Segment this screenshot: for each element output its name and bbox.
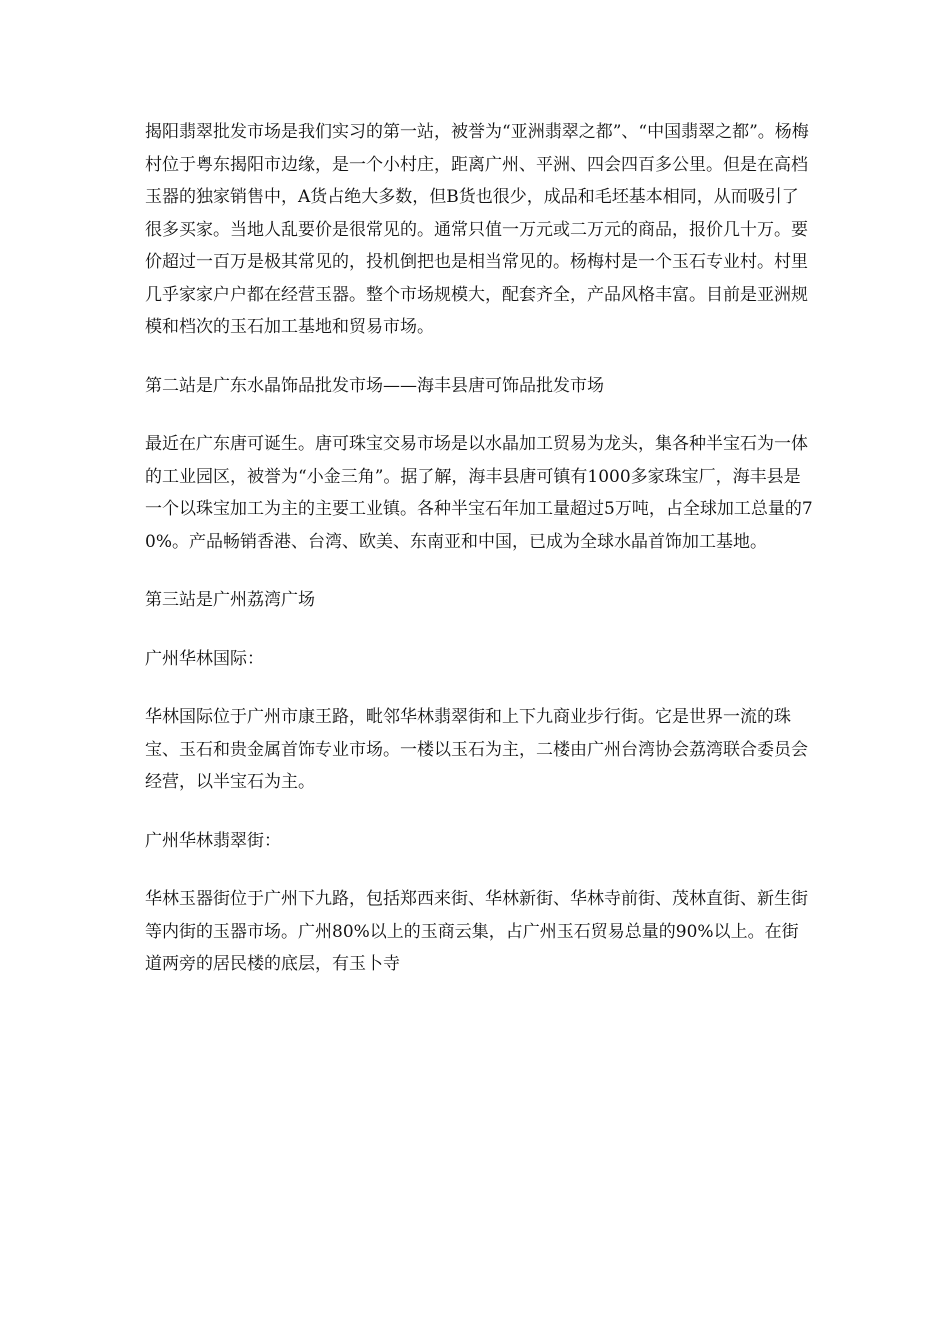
heading-second-stop: 第二站是广东水晶饰品批发市场——海丰县唐可饰品批发市场	[145, 375, 604, 396]
paragraph-tangke-market: 最近在广东唐可诞生。唐可珠宝交易市场是以水晶加工贸易为龙头，集各种半宝石为一体的工业园区，被誉为“小金三角”。据了解，海丰县唐可镇有1000多家珠宝厂，海丰县是一个以珠宝加工为主的主要工业镇。各种半宝石年加工量超过5万吨，占全球加工总量的70%。产品畅销香港、台湾、欧美、东南亚和中国，已成为全球水晶首饰加工基地。	[145, 434, 813, 552]
heading-hualin-international: 广州华林国际：	[145, 648, 264, 669]
paragraph-jieyang-market: 揭阳翡翠批发市场是我们实习的第一站，被誉为“亚洲翡翠之都”、“中国翡翠之都”。杨梅村位于粤东揭阳市边缘，是一个小村庄，距离广州、平洲、四会四百多公里。但是在高档玉器的独家销售中，A货占绝大多数，但B货也很少，成品和毛坯基本相同，从而吸引了很多买家。当地人乱要价是很常见的。通常只值一万元或二万元的商品，报价几十万。要价超过一百万是极其常见的，投机倒把也是相当常见的。杨梅村是一个玉石专业村。村里几乎家家户户都在经营玉器。整个市场规模大，配套齐全，产品风格丰富。目前是亚洲规模和档次的玉石加工基地和贸易市场。	[145, 122, 809, 337]
heading-hualin-jade-street: 广州华林翡翠街：	[145, 830, 281, 851]
paragraph-hualin-jade-street: 华林玉器街位于广州下九路，包括郑西来街、华林新街、华林寺前街、茂林直街、新生街等内街的玉器市场。广州80%以上的玉商云集，占广州玉石贸易总量的90%以上。在街道两旁的居民楼的底层，有玉卜寺	[145, 889, 808, 974]
paragraph-hualin-international: 华林国际位于广州市康王路，毗邻华林翡翠街和上下九商业步行街。它是世界一流的珠宝、玉石和贵金属首饰专业市场。一楼以玉石为主，二楼由广州台湾协会荔湾联合委员会经营，以半宝石为主。	[145, 707, 808, 792]
heading-third-stop: 第三站是广州荔湾广场	[145, 590, 315, 610]
document-page	[145, 116, 813, 1007]
